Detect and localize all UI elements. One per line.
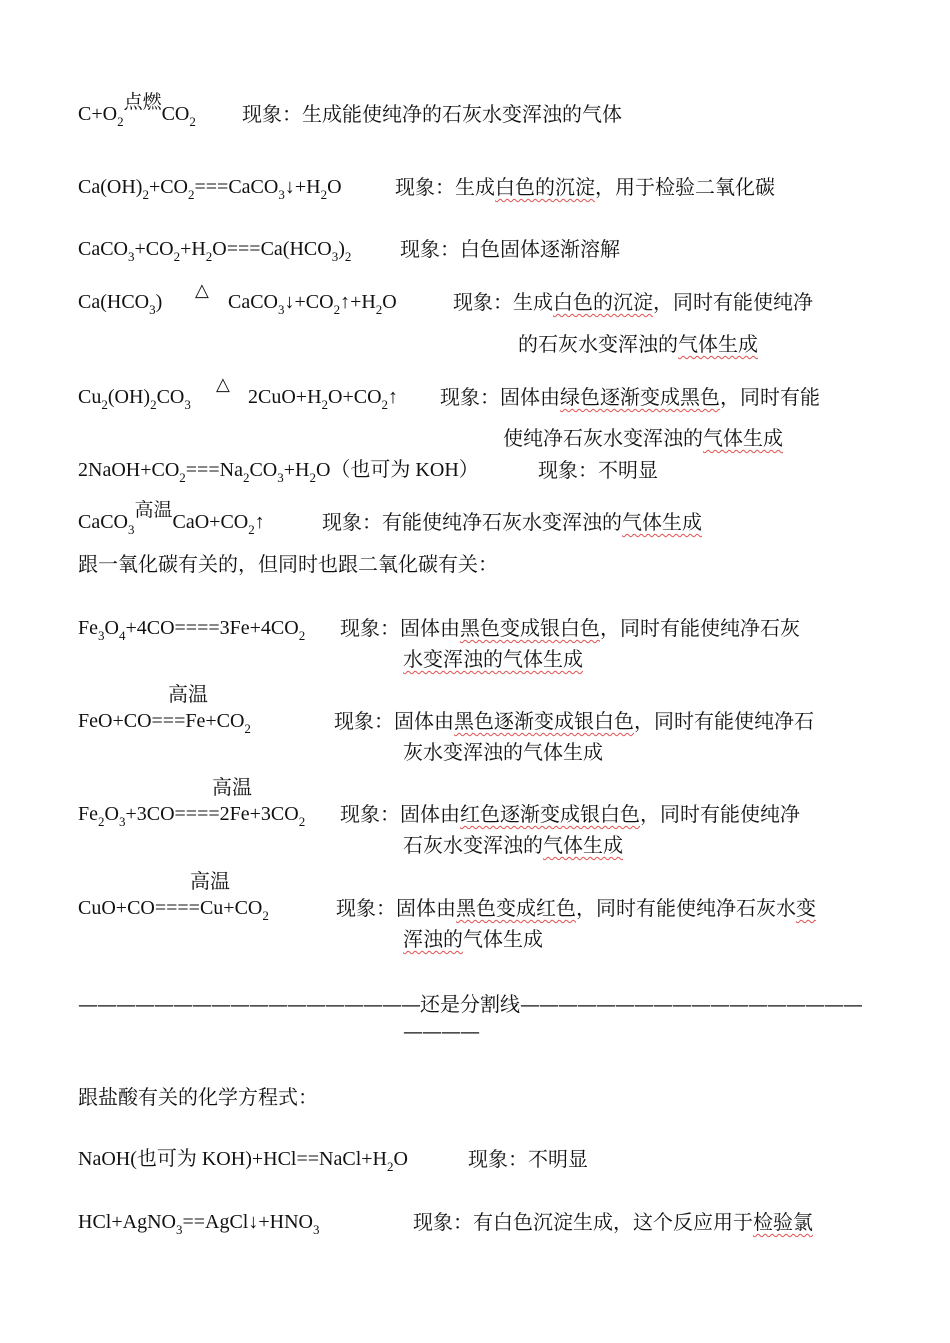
- phenomenon-text: 现象：生成白色的沉淀，同时有能使纯净: [453, 290, 813, 314]
- subscript: 2: [117, 114, 124, 129]
- condition-label: 高温: [134, 500, 173, 521]
- divider-line-continuation: ————: [403, 1019, 479, 1043]
- equation-basic-copper-carbonate: $Cu_2(OH)_2CO_3$: [78, 386, 191, 412]
- divider-label: 还是分割线: [420, 992, 520, 1016]
- divider-line: ——————————————————还是分割线——————————————————: [78, 992, 862, 1016]
- formula-text: CO: [161, 103, 190, 125]
- heat-triangle-icon: △: [195, 280, 209, 301]
- phenomenon-text: 现象：不明显: [538, 458, 658, 482]
- heat-triangle-icon: △: [216, 374, 230, 395]
- phenomenon-text: 现象：固体由绿色逐渐变成黑色，同时有能: [440, 385, 820, 409]
- phenomenon-continuation: 石灰水变浑浊的气体生成: [403, 833, 623, 857]
- condition-label: 高温: [168, 682, 208, 706]
- phenomenon-text: 现象：生成能使纯净的石灰水变浑浊的气体: [242, 102, 622, 126]
- equation-limestone-calcination: CaCO$_3$高温$CaO+CO_2↑$: [78, 500, 265, 537]
- phenomenon-text: 现象：固体由红色逐渐变成银白色，同时有能使纯净: [340, 802, 800, 826]
- equation-products: $CaCO_3↓+CO_2↑+H_2O$: [228, 291, 397, 317]
- subscript: 2: [189, 114, 196, 129]
- equation-hcl-agno3: $HCl+AgNO_3==AgCl↓+HNO_3$: [78, 1211, 320, 1237]
- equation-fe2o3-co: $Fe_2O_3+3CO====2Fe+3CO_2$: [78, 803, 306, 829]
- phenomenon-text: 现象：有能使纯净石灰水变浑浊的气体生成: [322, 510, 702, 534]
- formula-text: C+O: [78, 103, 118, 125]
- phenomenon-text: 现象：有白色沉淀生成，这个反应用于检验氯: [413, 1210, 813, 1234]
- section-heading-hydrochloric-acid: 跟盐酸有关的化学方程式：: [78, 1085, 318, 1109]
- phenomenon-text: 现象：固体由黑色变成银白色，同时有能使纯净石灰: [340, 616, 800, 640]
- phenomenon-text: 现象：固体由黑色变成红色，同时有能使纯净石灰水变: [336, 896, 816, 920]
- phenomenon-continuation: 水变浑浊的气体生成: [403, 647, 583, 671]
- equation-products: $2CuO+H_2O+CO_2↑$: [248, 386, 399, 412]
- section-heading-carbon-monoxide: 跟一氧化碳有关的，但同时也跟二氧化碳有关：: [78, 552, 498, 576]
- equation-fe3o4-co: $Fe_3O_4+4CO====3Fe+4CO_2$: [78, 617, 306, 643]
- phenomenon-continuation: 浑浊的气体生成: [403, 927, 543, 951]
- equation-naoh-co2: $2NaOH+CO_2===Na_2CO_3+H_2O$（也可为 KOH）: [78, 459, 479, 485]
- phenomenon-text: 现象：生成白色的沉淀，用于检验二氧化碳: [395, 175, 775, 199]
- phenomenon-text: 现象：固体由黑色逐渐变成银白色，同时有能使纯净石: [334, 709, 814, 733]
- condition-label: 点燃: [123, 92, 162, 113]
- condition-label: 高温: [212, 775, 252, 799]
- phenomenon-continuation: 灰水变浑浊的气体生成: [403, 740, 603, 764]
- phenomenon-continuation: 使纯净石灰水变浑浊的气体生成: [503, 426, 783, 450]
- condition-label: 高温: [190, 869, 230, 893]
- equation-limewater: $Ca(OH)_2+CO_2===CaCO_3↓+H_2O$: [78, 176, 342, 202]
- equation-naoh-hcl: NaOH(也可为 $KOH)+HCl==NaCl+H_2O$: [78, 1148, 408, 1174]
- phenomenon-text: 现象：不明显: [468, 1147, 588, 1171]
- equation-bicarbonate-decomposition: $Ca(HCO_3)$: [78, 291, 163, 317]
- equation-carbon-combustion: [78, 92, 196, 129]
- equation-feo-co: $FeO+CO===Fe+CO_2$: [78, 710, 251, 736]
- equation-calcium-bicarbonate: $CaCO_3+CO_2+H_2O===Ca(HCO_3)_2$: [78, 238, 352, 264]
- phenomenon-continuation: 的石灰水变浑浊的气体生成: [518, 332, 758, 356]
- equation-cuo-co: $CuO+CO====Cu+CO_2$: [78, 897, 269, 923]
- phenomenon-text: 现象：白色固体逐渐溶解: [400, 237, 620, 261]
